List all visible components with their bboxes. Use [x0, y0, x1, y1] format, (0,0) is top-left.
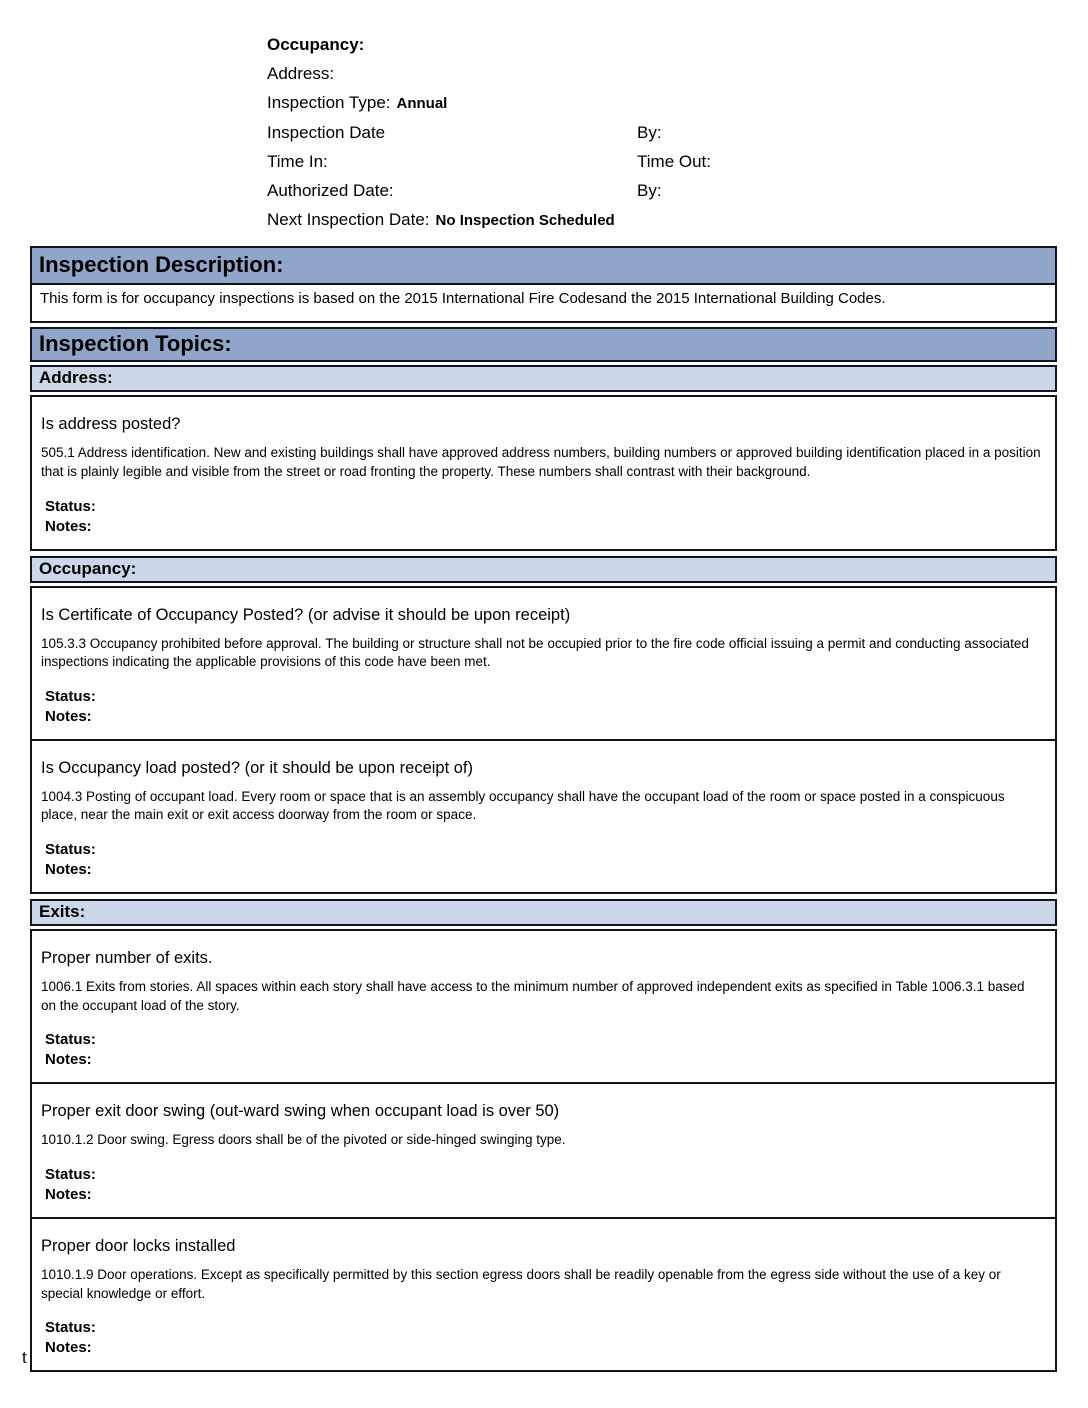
time-in-label: Time In: — [267, 152, 328, 171]
next-inspection-value: No Inspection Scheduled — [435, 212, 615, 229]
question-text: Proper number of exits. — [41, 949, 213, 967]
question-text: Is Certificate of Occupancy Posted? (or advise it should be upon receipt) — [41, 605, 571, 624]
question-block-number-of-exits — [30, 929, 1057, 1084]
status-label: Status: — [45, 687, 96, 705]
code-reference-text: 1010.1.9 Door operations. Except as specifically permitted by this section egress doors shall be readily openable from the egress side without the use of a key or special knowledge or effort. — [41, 1266, 1001, 1301]
by-label-1: By: — [637, 123, 662, 142]
code-reference-text: 1010.1.2 Door swing. Egress doors shall be of the pivoted or side-hinged swinging type. — [41, 1132, 566, 1148]
by-label-2: By: — [637, 181, 662, 200]
next-inspection-row — [267, 205, 1027, 235]
notes-label: Notes: — [45, 707, 92, 725]
status-label: Status: — [45, 497, 96, 515]
status-label: Status: — [45, 1319, 96, 1337]
notes-label: Notes: — [45, 517, 92, 535]
footer-stray-text: t — [22, 1348, 27, 1367]
question-block-exit-door-swing — [30, 1082, 1057, 1219]
authorized-date-label: Authorized Date: — [267, 181, 394, 200]
inspection-date-label: Inspection Date — [267, 123, 386, 142]
authorized-date-row — [267, 176, 1027, 205]
occupancy-label: Occupancy: — [267, 35, 365, 54]
code-reference-text: 1006.1 Exits from stories. All spaces within each story shall have access to the minimum number of approved independent exits as specified in Table 1006.3.1 based on the occupant load of the story. — [41, 979, 1025, 1013]
form-header — [267, 30, 1027, 235]
question-text: Is address posted? — [41, 415, 181, 434]
question-block-address-posted — [30, 395, 1057, 550]
address-label: Address: — [267, 64, 335, 83]
form-body — [30, 246, 1057, 1372]
notes-label: Notes: — [45, 1185, 92, 1203]
question-block-occupancy-load-posted — [30, 739, 1057, 894]
time-out-label: Time Out: — [637, 152, 711, 171]
question-block-certificate-posted — [30, 586, 1057, 741]
status-label: Status: — [45, 1165, 96, 1183]
status-label: Status: — [45, 841, 96, 858]
code-reference-text: 505.1 Address identification. New and existing buildings shall have approved address numbers, building numbers or approved building identification placed in a position that is plainly legible and visible from the street or road fronting the property. These numbers shall contrast with their background. — [41, 445, 1041, 479]
next-inspection-label: Next Inspection Date: — [267, 210, 430, 229]
question-text: Proper door locks installed — [41, 1236, 236, 1255]
inspection-description-header: Inspection Description: — [30, 246, 1057, 285]
inspection-type-row — [267, 88, 1027, 118]
status-label: Status: — [45, 1031, 96, 1049]
notes-label: Notes: — [45, 1051, 92, 1069]
inspection-topics-header: Inspection Topics: — [30, 327, 1057, 362]
inspection-date-row — [267, 118, 1027, 147]
topic-header-address: Address: — [30, 365, 1057, 392]
code-reference-text: 105.3.3 Occupancy prohibited before approval. The building or structure shall not be occupied prior to the fire code official issuing a permit and conducting associated inspections indicating the applicable provisions of this code have been met. — [41, 635, 1029, 670]
code-reference-text: 1004.3 Posting of occupant load. Every room or space that is an assembly occupancy shall have the occupant load of the room or space posted in a conspicuous place, near the main exit or exit access doorway from the room or space. — [41, 788, 1005, 823]
inspection-description-text: This form is for occupancy inspections is based on the 2015 International Fire Codesand the 2015 International Building Codes. — [30, 283, 1057, 323]
question-text: Is Occupancy load posted? (or it should be upon receipt of) — [41, 758, 474, 777]
question-block-door-locks — [30, 1217, 1057, 1372]
topic-header-occupancy: Occupancy: — [30, 556, 1057, 583]
inspection-type-value: Annual — [396, 95, 448, 112]
question-text: Proper exit door swing (out-ward swing when occupant load is over 50) — [41, 1102, 560, 1121]
notes-label: Notes: — [45, 861, 92, 878]
time-row — [267, 147, 1027, 176]
notes-label: Notes: — [45, 1339, 92, 1357]
topic-header-exits: Exits: — [30, 899, 1057, 926]
inspection-type-label: Inspection Type: — [267, 93, 391, 112]
